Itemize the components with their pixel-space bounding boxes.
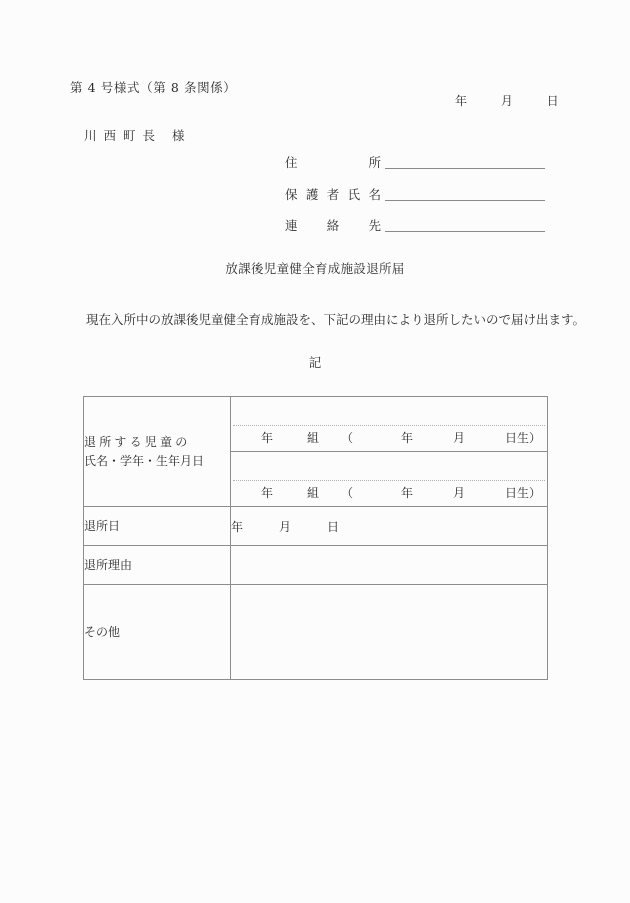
addressee-name: 川西町長 [84,128,163,143]
child-info-label-line2: 氏名・学年・生年月日 [84,453,205,468]
contact-field-input[interactable] [385,217,545,232]
child-entry-2-detail-line [231,481,547,506]
child-entry-1-birth-year-label: 年 [400,431,413,445]
date-day-label: 日 [546,94,559,108]
child-entry-2-cell[interactable] [231,452,548,507]
table-row [84,507,548,546]
guardian-name-field-input[interactable] [385,186,545,201]
child-entry-1-grade-label: 年 [260,431,273,445]
guardian-name-field[interactable] [285,185,548,207]
withdrawal-date-year-label: 年 [231,519,244,534]
child-entry-2-birth-day-label: 日生） [504,486,541,500]
child-entry-1-name-area[interactable] [231,397,547,425]
addressee [84,126,185,144]
table-row [84,397,548,452]
address-field-label: 住 所 [285,155,381,170]
child-entry-2-birth-year-label: 年 [400,486,413,500]
child-entry-1-class-label: 組 [306,431,319,445]
child-entry-2-birth-month-label: 月 [452,486,465,500]
document-title: 放課後児童健全育成施設退所届 [225,261,405,276]
address-field[interactable] [285,153,548,175]
withdrawal-date-label-cell: 退所日 [84,507,231,546]
withdrawal-reason-value-cell[interactable] [231,546,548,585]
address-field-input[interactable] [385,154,545,169]
ki-mark: 記 [308,355,322,370]
child-entry-1-cell[interactable] [231,397,548,452]
submission-date-line [455,92,559,109]
withdrawal-date-value-cell[interactable] [231,507,548,546]
child-entry-2-grade-label: 年 [260,486,273,500]
child-entry-1-paren-open: （ [340,431,353,445]
date-year-label: 年 [455,94,468,108]
contact-field[interactable] [285,216,548,238]
child-info-label-line1: 退所する児童の [84,434,191,449]
body-text: 現在入所中の放課後児童健全育成施設を、下記の理由により退所したいので届け出ます。 [86,312,586,327]
child-entry-1-detail-line [231,426,547,451]
child-entry-2-name-area[interactable] [231,452,547,480]
guardian-name-field-label: 保護者氏名 [285,187,381,202]
child-entry-2-paren-open: （ [340,486,353,500]
form-table [83,396,548,680]
contact-field-label: 連 絡 先 [285,218,381,233]
table-row [84,585,548,680]
withdrawal-date-month-label: 月 [279,519,292,534]
date-month-label: 月 [500,94,513,108]
addressee-honorific: 様 [172,128,185,143]
withdrawal-date-day-label: 日 [327,519,340,534]
child-entry-1-birth-day-label: 日生） [504,431,541,445]
child-info-label-cell [84,397,231,507]
form-number: 第 4 号様式（第 8 条関係） [70,80,237,95]
other-label-cell: その他 [84,585,231,680]
child-entry-1-birth-month-label: 月 [452,431,465,445]
table-row [84,546,548,585]
child-entry-2-class-label: 組 [306,486,319,500]
withdrawal-reason-label-cell: 退所理由 [84,546,231,585]
other-value-cell[interactable] [231,585,548,680]
